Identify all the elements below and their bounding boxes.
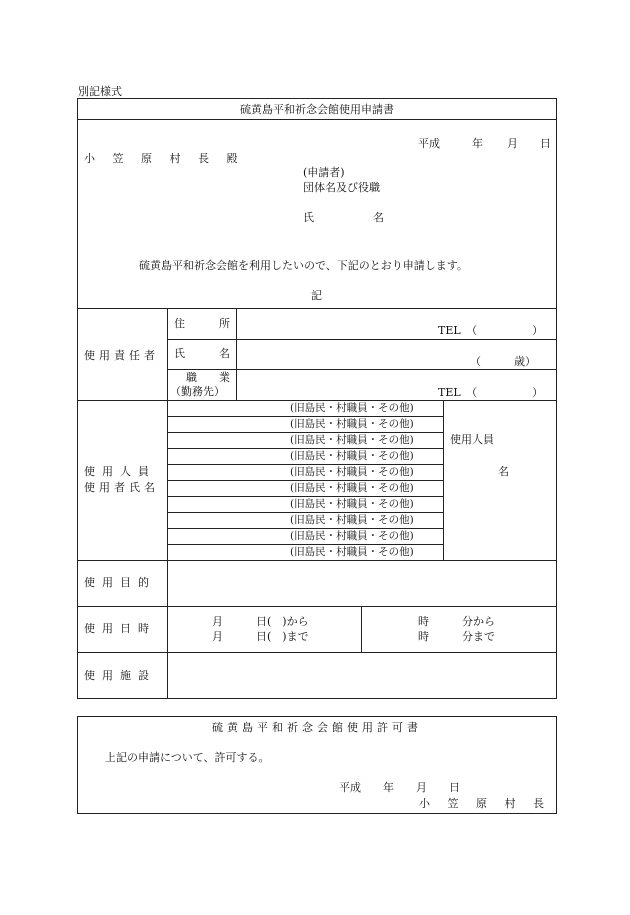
user-row: (旧島民・村職員・その他) [290, 418, 414, 430]
datetime-label: 使用日時 [84, 622, 156, 635]
tel-field-1: TEL （ ） [438, 324, 544, 337]
divider [167, 512, 443, 513]
job-label-3: （勤務先） [170, 385, 225, 398]
form-label: 別記様式 [78, 85, 122, 98]
name-shi: 氏 [303, 211, 314, 224]
user-row: (旧島民・村職員・その他) [290, 498, 414, 510]
user-row: (旧島民・村職員・その他) [290, 402, 414, 414]
divider [167, 464, 443, 465]
permit-date: 平成 年 月 日 [339, 781, 460, 794]
user-row: (旧島民・村職員・その他) [290, 530, 414, 542]
divider [236, 308, 237, 400]
date-month: 月 [507, 137, 518, 150]
divider [167, 448, 443, 449]
application-body: 硫黄島平和祈念会館を利用したいので、下記のとおり申請します。 [139, 259, 468, 272]
from-time: 時 分から [418, 615, 495, 628]
date-era: 平成 [418, 137, 440, 150]
permit-issuer: 小 笠 原 村 長 [419, 797, 551, 810]
to-date: 月 日( )まで [212, 630, 309, 643]
divider [361, 606, 362, 652]
user-row: (旧島民・村職員・その他) [290, 434, 414, 446]
permit-title: 硫黄島平和祈念会館使用許可書 [212, 721, 422, 734]
user-row: (旧島民・村職員・その他) [290, 514, 414, 526]
divider [167, 528, 443, 529]
divider [443, 400, 444, 560]
user-row: (旧島民・村職員・その他) [290, 450, 414, 462]
divider [77, 652, 557, 653]
count-unit: 名 [498, 465, 509, 478]
name-label-2: 名 [219, 347, 230, 360]
divider [167, 369, 557, 370]
divider [167, 480, 443, 481]
user-row: (旧島民・村職員・その他) [290, 546, 414, 558]
user-row: (旧島民・村職員・その他) [290, 482, 414, 494]
users-label-1: 使用人員 [84, 465, 156, 478]
purpose-label: 使用目的 [84, 576, 156, 589]
facility-label: 使用施設 [84, 669, 156, 682]
permit-body: 上記の申請について、許可する。 [105, 751, 270, 764]
date-day: 日 [540, 137, 551, 150]
application-title: 硫黄島平和祈念会館使用申請書 [240, 103, 394, 116]
to-time: 時 分まで [418, 630, 495, 643]
divider [77, 560, 557, 561]
users-label-2: 使用者氏名 [84, 481, 159, 494]
age-field: （ 歳） [470, 355, 536, 368]
applicant-label: (申請者) [303, 166, 345, 179]
name-label-1: 氏 [174, 347, 185, 360]
divider [167, 339, 557, 340]
ki-label: 記 [311, 289, 322, 302]
job-label-2: 業 [219, 371, 230, 384]
divider [77, 400, 557, 401]
user-row: (旧島民・村職員・その他) [290, 466, 414, 478]
divider [167, 496, 443, 497]
divider [77, 119, 557, 120]
org-label: 団体名及び役職 [303, 181, 380, 194]
divider [167, 544, 443, 545]
from-date: 月 日( )から [212, 615, 309, 628]
tel-field-2: TEL （ ） [438, 386, 544, 399]
count-label: 使用人員 [450, 433, 494, 446]
address-label-1: 住 [174, 317, 185, 330]
address-label-2: 所 [219, 317, 230, 330]
divider [77, 308, 557, 309]
date-year: 年 [472, 137, 483, 150]
job-label-1: 職 [186, 371, 197, 384]
divider [167, 308, 168, 699]
divider [167, 432, 443, 433]
divider [77, 606, 557, 607]
divider [167, 416, 443, 417]
responsible-label: 使用責任者 [84, 349, 159, 362]
name-mei: 名 [373, 211, 384, 224]
addressee: 小 笠 原 村 長 殿 [84, 152, 245, 165]
